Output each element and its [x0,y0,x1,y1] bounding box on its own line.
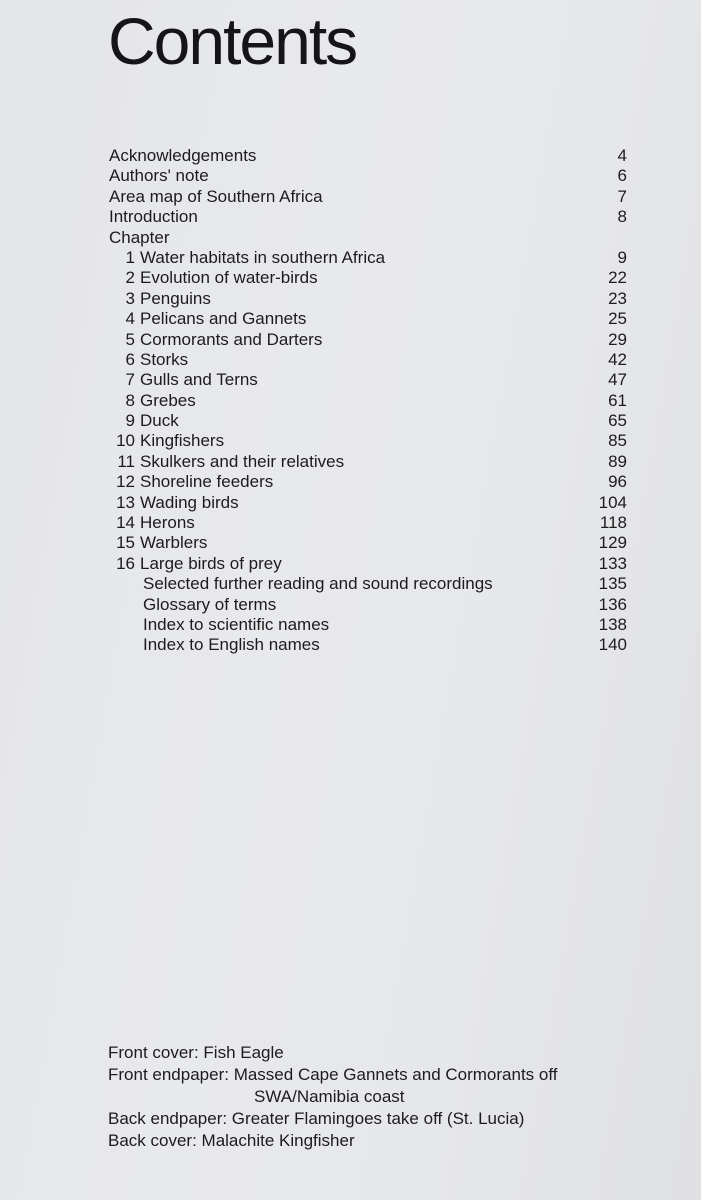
toc-page-number: 104 [598,492,627,512]
front-endpaper-credit: Front endpaper: Massed Cape Gannets and Cormorants off [108,1065,558,1084]
toc-entry-label: Acknowledgements [109,146,257,165]
toc-entry-label: Introduction [109,207,198,227]
back-endpaper-credit: Back endpaper: Greater Flamingoes take off (St. Lucia) [108,1109,525,1128]
toc-entry-label: Authors' note [109,166,209,186]
toc-page-number: 138 [598,614,627,634]
toc-entry-label: Shoreline feeders [140,472,274,492]
toc-row-chapter [0,391,701,411]
toc-row-chapter [0,370,701,390]
toc-row-chapter [0,330,701,350]
toc-page-number: 135 [598,574,627,594]
toc-page-number: 96 [608,472,627,492]
toc-row-chapter [0,533,701,553]
chapter-number: 8 [125,390,135,410]
toc-page-number: 85 [608,431,627,451]
toc-page-number: 140 [598,635,627,655]
toc-entry-label: Evolution of water-birds [140,268,318,288]
toc-entry-label: Grebes [140,390,196,410]
toc-row-chapter [0,493,701,513]
chapter-number: 14 [116,513,135,533]
toc-page-number: 129 [598,533,627,553]
toc-row-glossary [0,595,701,615]
chapter-number: 7 [125,370,135,390]
chapter-number: 16 [116,553,135,573]
toc-row-chapter [0,309,701,329]
toc-page-number: 23 [608,288,627,308]
toc-entry-label: Storks [140,349,189,369]
toc-row-chapter [0,289,701,309]
toc-entry-label: Pelicans and Gannets [140,309,307,329]
toc-page-number: 4 [617,146,627,165]
toc-row-chapter [0,411,701,431]
toc-row-further-reading [0,574,701,594]
toc-entry-label: Skulkers and their relatives [140,451,345,471]
toc-page-number: 42 [608,349,627,369]
toc-entry-label: Penguins [140,288,211,308]
chapter-number: 5 [125,329,135,349]
chapter-number: 4 [125,309,135,329]
toc-page-number: 6 [617,166,627,186]
toc-page-number: 61 [608,390,627,410]
toc-entry-label: Selected further reading and sound recordings [143,574,493,594]
chapter-number: 3 [125,288,135,308]
toc-page-number: 118 [599,513,627,533]
toc-entry-label: Water habitats in southern Africa [140,247,386,267]
toc-entry-label: Kingfishers [140,431,225,451]
toc-entry-label: Wading birds [140,492,239,512]
toc-entry-label: Cormorants and Darters [140,329,323,349]
toc-row-chapter [0,248,701,268]
toc-entry-label: Warblers [140,533,208,553]
toc-row-chapter [0,431,701,451]
toc-page-number: 89 [608,451,627,471]
toc-page-number: 133 [598,553,627,573]
toc-entry-label: Index to English names [143,635,320,655]
chapter-number: 12 [116,472,135,492]
chapter-number: 6 [125,349,135,369]
toc-page-number: 7 [617,186,627,206]
toc-row-index-scientific [0,615,701,635]
chapter-heading: Chapter [109,227,170,247]
chapter-number: 2 [125,268,135,288]
toc-row-acknowledgements [0,146,701,166]
chapter-number: 10 [116,431,135,451]
toc-page-number: 9 [617,247,627,267]
toc-entry-label: Large birds of prey [140,553,282,573]
toc-page-number: 8 [617,207,627,227]
chapter-number: 9 [125,411,135,431]
chapter-heading-row [0,228,701,248]
toc-row-area-map [0,187,701,207]
toc-row-index-english [0,635,701,655]
toc-row-chapter [0,554,701,574]
back-cover-credit: Back cover: Malachite Kingfisher [108,1131,355,1150]
chapter-number: 11 [117,451,135,471]
toc-row-authors-note [0,166,701,186]
chapter-number: 1 [125,247,135,267]
front-cover-credit: Front cover: Fish Eagle [108,1043,284,1062]
toc-page-number: 25 [608,309,627,329]
toc-entry-label: Glossary of terms [143,594,277,614]
toc-page-number: 136 [598,594,627,614]
toc-entry-label: Duck [140,411,179,431]
chapter-number: 15 [116,533,135,553]
page-title: Contents [108,4,357,78]
toc-entry-label: Herons [140,513,195,533]
front-endpaper-credit-continued: SWA/Namibia coast [254,1087,405,1106]
table-of-contents [0,146,701,656]
toc-page-number: 29 [608,329,627,349]
toc-row-introduction [0,207,701,227]
toc-row-chapter [0,513,701,533]
toc-row-chapter [0,350,701,370]
toc-entry-label: Area map of Southern Africa [109,186,323,206]
cover-credits [108,1042,668,1152]
toc-row-chapter [0,452,701,472]
toc-page-number: 65 [608,411,627,431]
toc-entry-label: Index to scientific names [143,614,330,634]
toc-row-chapter [0,268,701,288]
toc-row-chapter [0,472,701,492]
toc-page-number: 22 [608,268,627,288]
toc-entry-label: Gulls and Terns [140,370,258,390]
toc-page-number: 47 [608,370,627,390]
chapter-number: 13 [116,492,135,512]
